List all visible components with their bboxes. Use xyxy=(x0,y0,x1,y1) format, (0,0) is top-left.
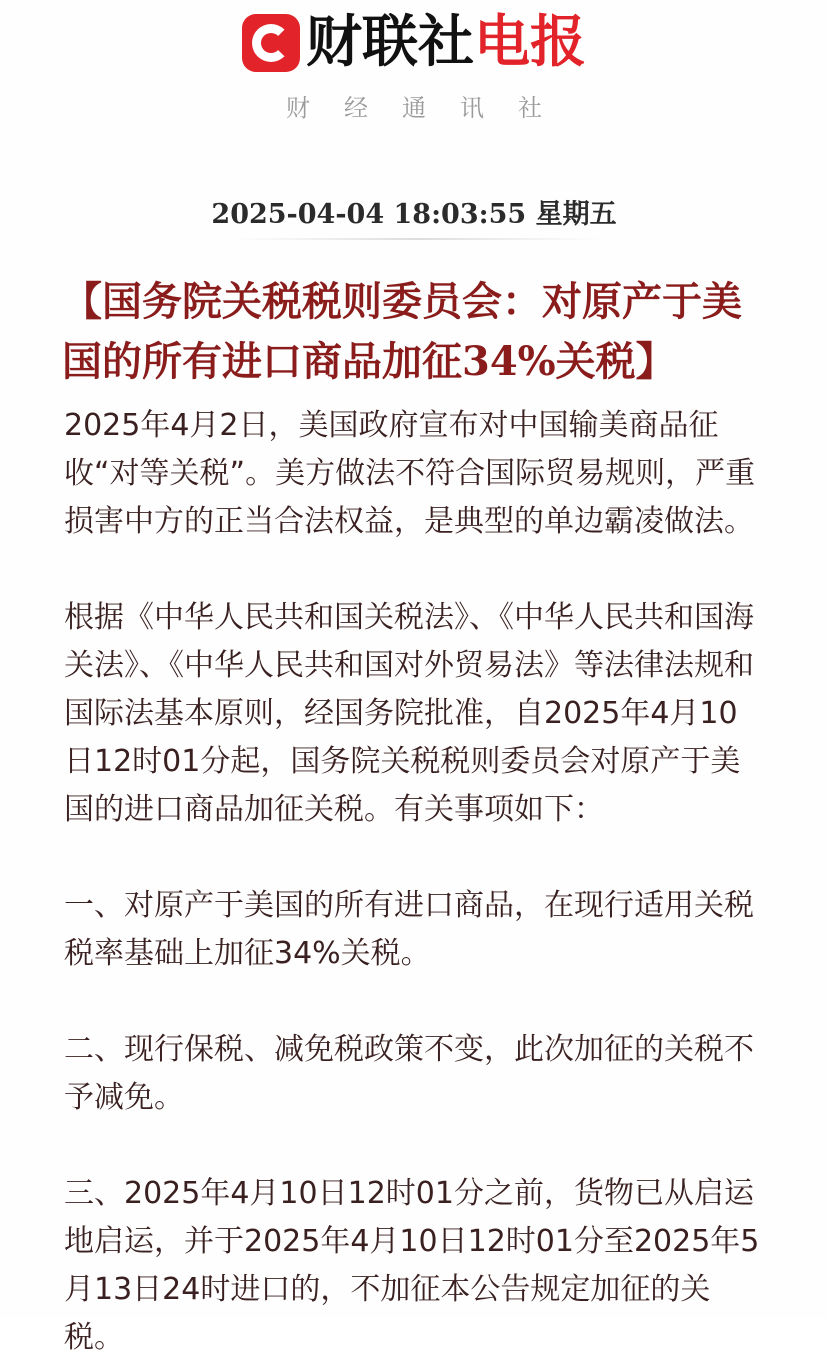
article-headline: 【国务院关税税则委员会：对原产于美国的所有进口商品加征34%关税】 xyxy=(62,278,742,385)
brand-telegraph: 电报 xyxy=(474,10,586,75)
paragraph-item-3: 三、2025年4月10日12时01分之前，货物已从启运地启运，并于2025年4月10日12时01分至2025年5月13日24时进口的，不加征本公告规定加征的关税。 xyxy=(64,1176,760,1355)
paragraph-item-2: 二、现行保税、减免税政策不变，此次加征的关税不予减免。 xyxy=(64,1032,754,1115)
masthead-subtitle: 财经通讯社 xyxy=(286,94,576,122)
paragraph-background: 2025年4月2日，美国政府宣布对中国输美商品征收“对等关税”。美方做法不符合国际贸易规则，严重损害中方的正当合法权益，是典型的单边霸凌做法。 xyxy=(64,408,756,539)
brand-name: 财联社 xyxy=(306,10,474,75)
paragraph-legal-basis: 根据《中华人民共和国关税法》、《中华人民共和国海关法》、《中华人民共和国对外贸易法》等法律法规和国际法基本原则，经国务院批准，自2025年4月10日12时01分起，国务院关税税则委员会对原产于美国的进口商品加征关税。有关事项如下： xyxy=(64,600,754,827)
logo-c-shape xyxy=(252,24,290,62)
publish-datetime: 2025-04-04 18:03:55 星期五 xyxy=(211,199,617,230)
cls-logo-icon xyxy=(242,14,300,72)
date-divider xyxy=(232,238,602,240)
article-body xyxy=(64,402,764,1362)
paragraph-item-1: 一、对原产于美国的所有进口商品，在现行适用关税税率基础上加征34%关税。 xyxy=(64,888,754,971)
masthead xyxy=(0,8,828,78)
